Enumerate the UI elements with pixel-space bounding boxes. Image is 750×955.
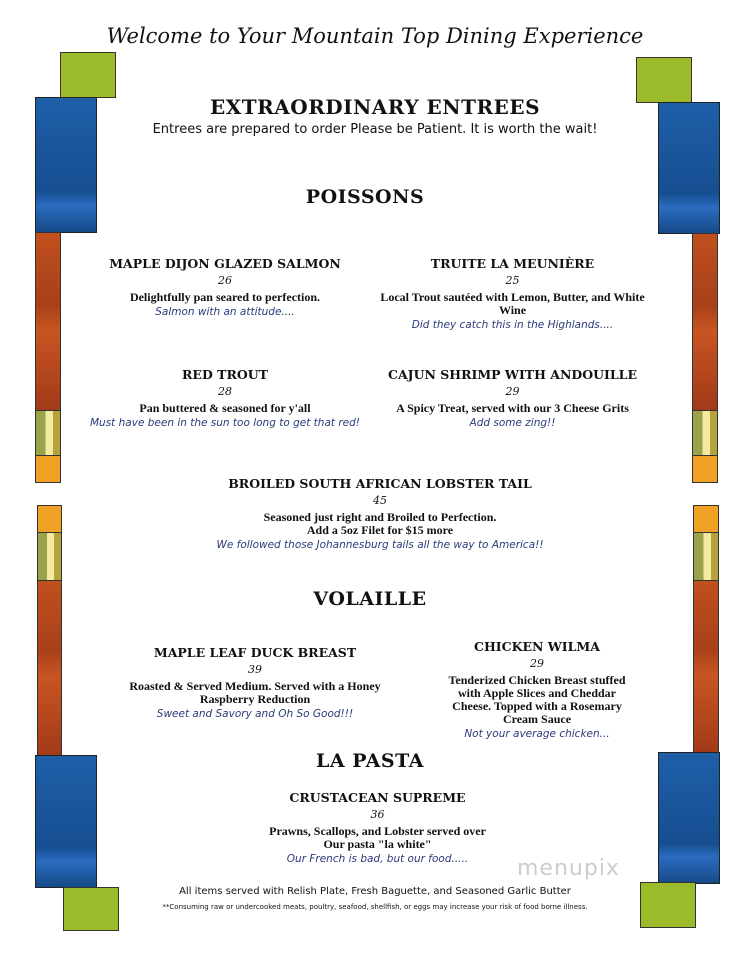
item-name: CAJUN SHRIMP WITH ANDOUILLE bbox=[388, 367, 637, 382]
item-price: 36 bbox=[370, 808, 385, 821]
decor-block bbox=[692, 233, 718, 411]
item-description: Tenderized Chicken Breast stuffed with Apple Slices and Cheddar Cheese. Topped with a Rosemary Cream Sauce bbox=[448, 673, 626, 726]
food-safety-warning: **Consuming raw or undercooked meats, poultry, seafood, shellfish, or eggs may increase your risk of food borne illness. bbox=[162, 903, 588, 911]
decor-block bbox=[37, 505, 62, 533]
decor-block bbox=[35, 410, 61, 456]
menu-item bbox=[190, 477, 570, 552]
item-name: RED TROUT bbox=[182, 367, 268, 382]
decor-block bbox=[37, 532, 62, 581]
item-name: BROILED SOUTH AFRICAN LOBSTER TAIL bbox=[228, 476, 532, 491]
menu-item bbox=[448, 640, 626, 741]
item-description: Seasoned just right and Broiled to Perfection. bbox=[263, 510, 497, 524]
menu-item bbox=[250, 791, 505, 866]
entrees-heading: EXTRAORDINARY ENTREES bbox=[209, 95, 541, 119]
item-tagline: Add some zing!! bbox=[469, 417, 556, 429]
item-price: 28 bbox=[218, 385, 232, 398]
item-description-extra: Our pasta "la white" bbox=[323, 837, 432, 851]
item-tagline: Must have been in the sun too long to get that red! bbox=[90, 417, 360, 429]
item-description: Local Trout sautéed with Lemon, Butter, and White Wine bbox=[380, 290, 645, 317]
item-name: CHICKEN WILMA bbox=[474, 639, 600, 654]
section-poissons: POISSONS bbox=[305, 186, 425, 208]
menu-item bbox=[80, 368, 370, 430]
item-name: MAPLE LEAF DUCK BREAST bbox=[153, 645, 357, 660]
item-tagline: We followed those Johannesburg tails all the way to America!! bbox=[216, 539, 544, 551]
item-tagline: Sweet and Savory and Oh So Good!!! bbox=[156, 708, 354, 720]
menu-item bbox=[120, 646, 390, 721]
item-name: MAPLE DIJON GLAZED SALMON bbox=[109, 256, 341, 271]
item-price: 39 bbox=[248, 663, 262, 676]
item-description-extra: Add a 5oz Filet for $15 more bbox=[306, 523, 454, 537]
item-price: 29 bbox=[530, 657, 544, 670]
decor-block bbox=[692, 455, 718, 483]
decor-block bbox=[693, 532, 719, 581]
footer-note: All items served with Relish Plate, Fresh Baguette, and Seasoned Garlic Butter bbox=[179, 886, 571, 897]
decor-block bbox=[35, 755, 97, 888]
item-price: 25 bbox=[505, 274, 520, 287]
item-name: TRUITE LA MEUNIÈRE bbox=[430, 256, 595, 271]
item-description: A Spicy Treat, served with our 3 Cheese Grits bbox=[396, 401, 629, 415]
item-description: Pan buttered & seasoned for y'all bbox=[139, 401, 311, 415]
item-tagline: Our French is bad, but our food..... bbox=[286, 853, 469, 865]
entrees-subtitle: Entrees are prepared to order Please be Patient. It is worth the wait! bbox=[152, 122, 598, 137]
section-pasta: LA PASTA bbox=[316, 750, 424, 772]
decor-block bbox=[35, 455, 61, 483]
item-description: Roasted & Served Medium. Served with a Honey Raspberry Reduction bbox=[129, 679, 381, 706]
menu-item bbox=[375, 257, 650, 332]
decor-block bbox=[35, 232, 61, 411]
item-tagline: Salmon with an attitude.... bbox=[155, 306, 295, 318]
watermark: menupix bbox=[517, 856, 620, 881]
decor-block bbox=[693, 505, 719, 533]
item-tagline: Not your average chicken... bbox=[464, 728, 610, 740]
page-title: Welcome to Your Mountain Top Dining Experience bbox=[106, 24, 644, 48]
item-price: 45 bbox=[373, 494, 387, 507]
menu-item bbox=[105, 257, 345, 319]
item-description: Prawns, Scallops, and Lobster served over bbox=[269, 824, 486, 838]
item-price: 26 bbox=[218, 274, 232, 287]
item-name: CRUSTACEAN SUPREME bbox=[289, 790, 466, 805]
decor-block bbox=[692, 410, 718, 456]
menu-item bbox=[375, 368, 650, 430]
item-price: 29 bbox=[505, 385, 520, 398]
decor-block bbox=[60, 52, 116, 98]
section-volaille: VOLAILLE bbox=[313, 588, 427, 610]
item-tagline: Did they catch this in the Highlands.... bbox=[411, 319, 614, 331]
item-description: Delightfully pan seared to perfection. bbox=[129, 290, 321, 304]
